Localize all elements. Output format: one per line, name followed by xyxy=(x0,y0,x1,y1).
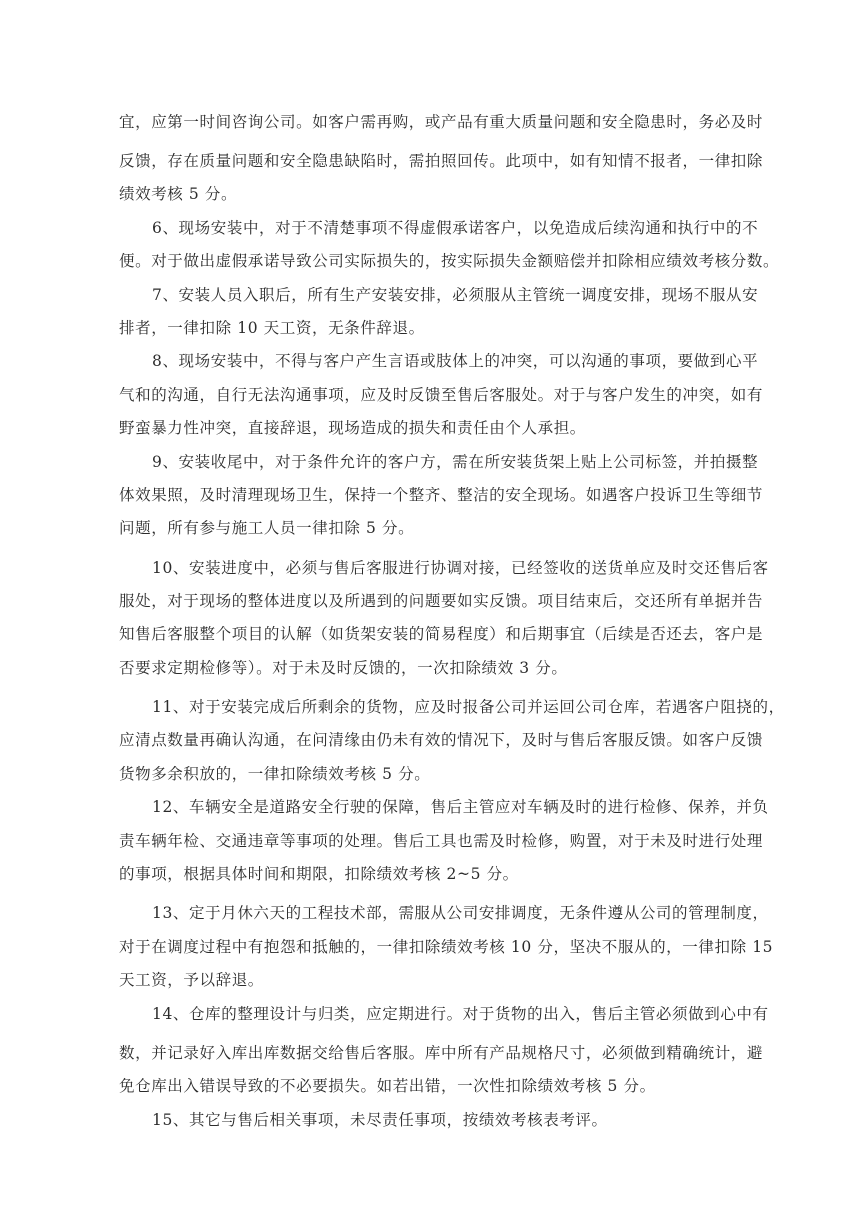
text-line: 应清点数量再确认沟通，在问清缘由仍未有效的情况下，及时与售后客服反馈。如客户反馈 xyxy=(119,731,764,749)
text-line: 气和的沟通，自行无法沟通事项，应及时反馈至售后客服处。对于与客户发生的冲突，如有 xyxy=(119,386,764,404)
text-line: 11、对于安装完成后所剩余的货物，应及时报备公司并运回公司仓库，若遇客户阻挠的， xyxy=(152,698,785,716)
text-line: 责车辆年检、交通违章等事项的处理。售后工具也需及时检修，购置，对于未及时进行处理 xyxy=(119,832,764,850)
text-line: 对于在调度过程中有抱怨和抵触的，一律扣除绩效考核 10 分，坚决不服从的，一律扣除 15 xyxy=(119,938,774,956)
text-line: 数，并记录好入库出库数据交给售后客服。库中所有产品规格尺寸，必须做到精确统计，避 xyxy=(119,1044,764,1062)
text-line: 货物多余积放的，一律扣除绩效考核 5 分。 xyxy=(119,765,431,783)
text-line: 问题，所有参与施工人员一律扣除 5 分。 xyxy=(119,519,415,537)
text-line: 的事项，根据具体时间和期限，扣除绩效考核 2~5 分。 xyxy=(119,865,519,883)
text-line: 14、仓库的整理设计与归类，应定期进行。对于货物的出入，售后主管必须做到心中有 xyxy=(152,1005,769,1023)
text-line: 野蛮暴力性冲突，直接辞退，现场造成的损失和责任由个人承担。 xyxy=(119,419,586,437)
text-line: 天工资，予以辞退。 xyxy=(119,971,264,989)
text-line: 9、安装收尾中，对于条件允许的客户方，需在所安装货架上贴上公司标签，并拍摄整 xyxy=(152,453,759,471)
text-line: 13、定于月休六天的工程技术部，需服从公司安排调度，无条件遵从公司的管理制度， xyxy=(152,904,769,922)
text-line: 排者，一律扣除 10 天工资，无条件辞退。 xyxy=(119,319,425,337)
text-line: 否要求定期检修等）。对于未及时反馈的，一次扣除绩效 3 分。 xyxy=(119,659,568,677)
text-line: 6、现场安装中，对于不清楚事项不得虚假承诺客户，以免造成后续沟通和执行中的不 xyxy=(152,219,759,237)
text-line: 免仓库出入错误导致的不必要损失。如若出错，一次性扣除绩效考核 5 分。 xyxy=(119,1077,656,1095)
text-line: 8、现场安装中，不得与客户产生言语或肢体上的冲突，可以沟通的事项，要做到心平 xyxy=(152,352,759,370)
text-line: 7、安装人员入职后，所有生产安装安排，必须服从主管统一调度安排，现场不服从安 xyxy=(152,286,759,304)
text-line: 10、安装进度中，必须与售后客服进行协调对接，已经签收的送货单应及时交还售后客 xyxy=(152,559,769,577)
text-line: 体效果照，及时清理现场卫生，保持一个整齐、整洁的安全现场。如遇客户投诉卫生等细节 xyxy=(119,486,764,504)
text-line: 反馈，存在质量问题和安全隐患缺陷时，需拍照回传。此项中，如有知情不报者，一律扣除 xyxy=(119,152,764,170)
text-line: 服处，对于现场的整体进度以及所遇到的问题要如实反馈。项目结束后，交还所有单据并告 xyxy=(119,592,764,610)
text-line: 12、车辆安全是道路安全行驶的保障，售后主管应对车辆及时的进行检修、保养，并负 xyxy=(152,798,769,816)
text-line: 知售后客服整个项目的认解（如货架安装的简易程度）和后期事宜（后续是否还去，客户是 xyxy=(119,625,764,643)
text-line: 宜，应第一时间咨询公司。如客户需再购，或产品有重大质量问题和安全隐患时，务必及时 xyxy=(119,113,764,131)
text-line: 绩效考核 5 分。 xyxy=(119,185,238,203)
text-line: 15、其它与售后相关事项，未尽责任事项，按绩效考核表考评。 xyxy=(152,1111,608,1129)
text-line: 便。对于做出虚假承诺导致公司实际损失的，按实际损失金额赔偿并扣除相应绩效考核分数。 xyxy=(119,252,780,270)
